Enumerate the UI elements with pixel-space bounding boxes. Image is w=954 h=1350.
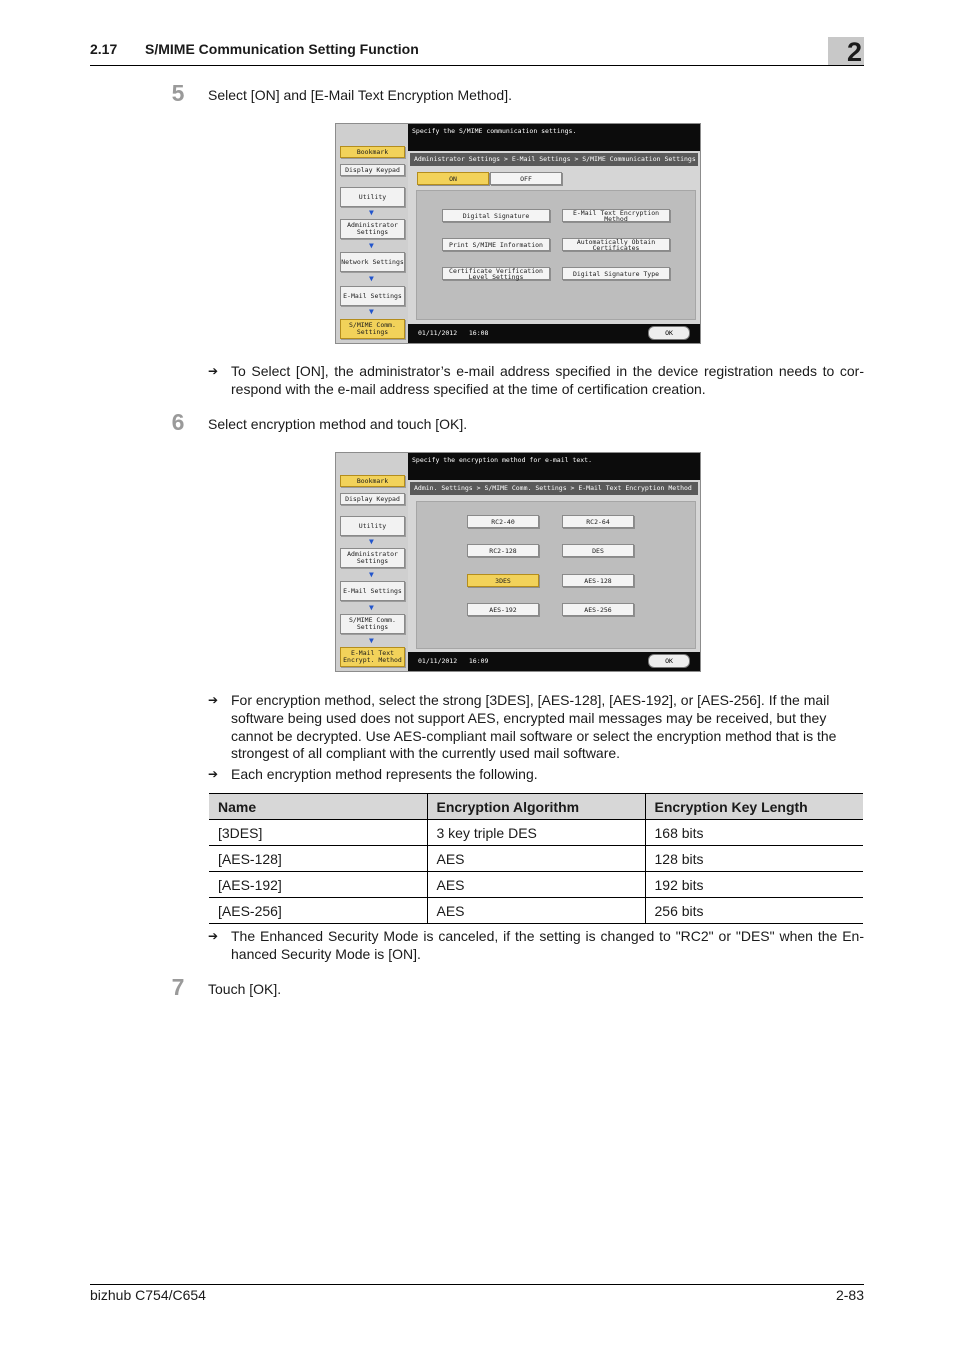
column-header: Encryption Key Length	[645, 794, 863, 820]
table-cell: [AES-192]	[209, 872, 427, 898]
utility-button[interactable]: Utility	[340, 516, 405, 536]
table-row	[209, 820, 863, 846]
down-arrow-icon: ▼	[369, 307, 374, 316]
breadcrumb: Admin. Settings > S/MIME Comm. Settings > E-Mail Text Encryption Method	[410, 482, 698, 495]
table-cell: [AES-128]	[209, 846, 427, 872]
step-number: 6	[171, 409, 185, 435]
footer-model: bizhub C754/C654	[90, 1287, 206, 1303]
arrow-icon: ➔	[208, 364, 219, 378]
down-arrow-icon: ▼	[369, 274, 374, 283]
table-cell: 128 bits	[645, 846, 863, 872]
step-number: 5	[171, 80, 185, 106]
note	[208, 692, 864, 763]
arrow-icon: ➔	[208, 929, 219, 943]
bookmark-button[interactable]: Bookmark	[340, 475, 405, 487]
on-button[interactable]: ON	[417, 172, 489, 185]
section-header	[90, 41, 419, 57]
down-arrow-icon: ▼	[369, 603, 374, 612]
breadcrumb: Administrator Settings > E-Mail Settings > S/MIME Communication Settings	[410, 153, 698, 166]
utility-button[interactable]: Utility	[340, 187, 405, 207]
status-bar	[408, 652, 700, 671]
aes-128-button[interactable]: AES-128	[562, 574, 634, 587]
table-cell: 3 key triple DES	[427, 820, 645, 846]
bookmark-button[interactable]: Bookmark	[340, 146, 405, 158]
table-cell: 256 bits	[645, 898, 863, 924]
screenshot-smime-settings	[335, 123, 701, 344]
3des-button[interactable]: 3DES	[467, 574, 539, 587]
table-cell: AES	[427, 898, 645, 924]
display-keypad-button[interactable]: Display Keypad	[340, 164, 405, 176]
certificate-verification-level-button[interactable]: Certificate Verification Level Settings	[442, 267, 550, 280]
encryption-method-table	[209, 793, 863, 924]
aes-256-button[interactable]: AES-256	[562, 603, 634, 616]
des-button[interactable]: DES	[562, 544, 634, 557]
screen-title: Specify the encryption method for e-mail text.	[408, 453, 700, 480]
section-title: S/MIME Communication Setting Function	[145, 41, 419, 57]
note-text: The Enhanced Security Mode is canceled, if the setting is changed to "RC2" or "DES" when the En-hanced Security Mode is [ON].	[231, 928, 864, 962]
digital-signature-type-button[interactable]: Digital Signature Type	[562, 267, 670, 280]
ok-button[interactable]: OK	[648, 326, 690, 340]
table-cell: [3DES]	[209, 820, 427, 846]
table-cell: [AES-256]	[209, 898, 427, 924]
automatically-obtain-certificates-button[interactable]: Automatically Obtain Certificates	[562, 238, 670, 251]
page-number: 2-83	[835, 1287, 864, 1303]
note-text: Each encryption method represents the following.	[231, 766, 538, 782]
step-number: 7	[171, 974, 185, 1000]
datetime: 01/11/2012 16:08	[418, 329, 489, 337]
email-settings-button[interactable]: E-Mail Settings	[340, 286, 405, 306]
email-text-encrypt-method-button[interactable]: E-Mail Text Encrypt. Method	[340, 647, 405, 667]
table-header-row	[209, 794, 863, 820]
chapter-number: 2	[846, 37, 862, 67]
arrow-icon: ➔	[208, 767, 219, 781]
screen-title: Specify the S/MIME communication settings.	[408, 124, 700, 151]
screenshot-encryption-method	[335, 452, 701, 672]
step-text: Touch [OK].	[208, 981, 282, 997]
status-bar	[408, 324, 700, 343]
ok-button[interactable]: OK	[648, 654, 690, 668]
column-header: Encryption Algorithm	[427, 794, 645, 820]
rc2-128-button[interactable]: RC2-128	[467, 544, 539, 557]
note	[208, 928, 864, 964]
header-rule	[90, 65, 864, 66]
down-arrow-icon: ▼	[369, 636, 374, 645]
table-row	[209, 872, 863, 898]
note	[208, 363, 864, 399]
note-text: For encryption method, select the strong [3DES], [AES-128], [AES-192], or [AES-256]. If the mail software being used does not support AES, encrypted mail messages may be received, but they cannot be decrypted. Use AES-compliant mail software or select the encryption method that is the strongest of all compliant with the currently used mail software.	[231, 692, 837, 762]
email-text-encryption-method-button[interactable]: E-Mail Text Encryption Method	[562, 209, 670, 222]
aes-192-button[interactable]: AES-192	[467, 603, 539, 616]
table-row	[209, 846, 863, 872]
datetime: 01/11/2012 16:09	[418, 657, 489, 665]
administrator-settings-button[interactable]: Administrator Settings	[340, 219, 405, 239]
administrator-settings-button[interactable]: Administrator Settings	[340, 548, 405, 568]
note	[208, 766, 864, 784]
email-settings-button[interactable]: E-Mail Settings	[340, 581, 405, 601]
down-arrow-icon: ▼	[369, 208, 374, 217]
down-arrow-icon: ▼	[369, 570, 374, 579]
down-arrow-icon: ▼	[369, 241, 374, 250]
down-arrow-icon: ▼	[369, 537, 374, 546]
table-row	[209, 898, 863, 924]
display-keypad-button[interactable]: Display Keypad	[340, 493, 405, 505]
table-cell: AES	[427, 872, 645, 898]
digital-signature-button[interactable]: Digital Signature	[442, 209, 550, 222]
footer-rule	[90, 1284, 864, 1285]
table-cell: 192 bits	[645, 872, 863, 898]
side-panel	[336, 124, 408, 343]
smime-comm-settings-button[interactable]: S/MIME Comm. Settings	[340, 319, 405, 339]
options-panel	[416, 501, 696, 649]
network-settings-button[interactable]: Network Settings	[340, 252, 405, 272]
note-text: To Select [ON], the administrator’s e-mail address specified in the device registration needs to cor-respond with the e-mail address specified at the time of certification creation.	[231, 363, 864, 397]
rc2-40-button[interactable]: RC2-40	[467, 515, 539, 528]
step-text: Select encryption method and touch [OK].	[208, 416, 468, 432]
print-smime-information-button[interactable]: Print S/MIME Information	[442, 238, 550, 251]
rc2-64-button[interactable]: RC2-64	[562, 515, 634, 528]
step-text: Select [ON] and [E-Mail Text Encryption Method].	[208, 87, 512, 103]
smime-comm-settings-button[interactable]: S/MIME Comm. Settings	[340, 614, 405, 634]
arrow-icon: ➔	[208, 693, 219, 707]
table-cell: 168 bits	[645, 820, 863, 846]
off-button[interactable]: OFF	[490, 172, 562, 185]
side-panel	[336, 453, 408, 671]
column-header: Name	[209, 794, 427, 820]
table-cell: AES	[427, 846, 645, 872]
section-number: 2.17	[90, 41, 118, 57]
